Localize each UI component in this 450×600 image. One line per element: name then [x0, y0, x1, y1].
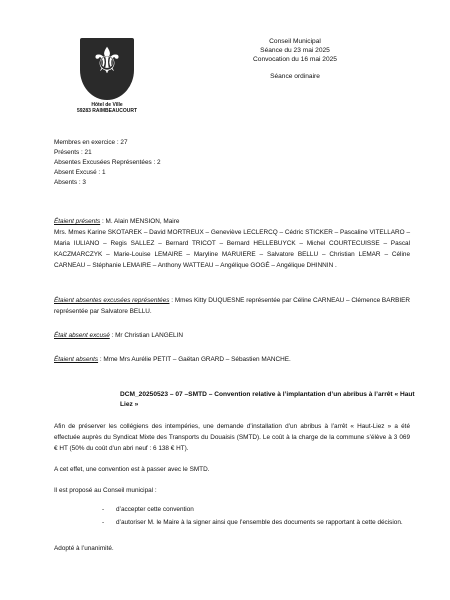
present-mayor: : M. Alain MENSION, Maire — [100, 218, 180, 225]
excused-represented-section — [54, 296, 410, 318]
coat-of-arms-icon: ⚜ — [80, 38, 134, 100]
present-count: Présents : 21 — [54, 148, 92, 156]
excused-represented-text: : Mmes Kitty DUQUESNE représentée par Céline CARNEAU – Clémence BARBIER représentée par Salvatore BELLU. — [54, 297, 410, 315]
town-logo — [70, 38, 144, 115]
present-section — [54, 217, 410, 271]
session-type: Séance ordinaire — [270, 72, 320, 80]
absent-represented-count: Absentes Excusées Représentées : 2 — [54, 158, 161, 166]
logo-caption-hotel: Hôtel de Ville — [91, 102, 123, 108]
absent-excused-label: Était absent excusé — [54, 332, 110, 339]
council-title: Conseil Municipal — [269, 38, 321, 45]
present-list: Mrs. Mmes Karine SKOTAREK – David MORTREUX – Geneviève LECLERCQ – Cédric STICKER – Pascaline VITELLARO – Maria IULIANO – Regis SALLEZ – Bernard TRICOT – Bernard HELLEBUYCK – Michel COURTECUISSE – Pascal KACZMARCZYK – Marie-Louise LEMAIRE – Maryline MARUIERE – Salvatore BELLU – Christian LEMAR – Céline CARNEAU – Stéphanie LEMAIRE – Anthony WATTEAU – Angélique GOGÉ – Angélique DHINNIN . — [54, 228, 410, 269]
bullet-text: d’autoriser M. le Maire à la signer ainsi que l’ensemble des documents se rapportant à cette décision. — [116, 518, 403, 526]
present-label: Étaient présents — [54, 218, 101, 225]
attendance-counts — [54, 138, 410, 188]
absents-label: Étaient absents — [54, 356, 99, 363]
proposal-list — [102, 505, 412, 530]
absents-count: Absents : 3 — [54, 178, 86, 186]
bullet-text: d’accepter cette convention — [116, 506, 194, 513]
absent-excused-section — [54, 332, 410, 340]
bullet-marker: - — [102, 506, 105, 513]
absent-excused-text: : Mr Christian LANGELIN — [109, 332, 183, 339]
members-count: Membres en exercice : 27 — [54, 139, 128, 146]
document-header — [230, 38, 360, 82]
list-item — [102, 505, 412, 515]
logo-caption-city: 59283 RAIMBEAUCOURT — [76, 108, 137, 114]
convocation-date: Convocation du 16 mai 2025 — [253, 55, 337, 63]
absent-excused-count: Absent Excusé : 1 — [54, 168, 106, 176]
adoption-result: Adopté à l’unanimité. — [54, 545, 114, 552]
list-item — [102, 518, 412, 528]
deliberation-convention-note: A cet effet, une convention est à passer avec le SMTD. — [54, 466, 210, 473]
deliberation-body: Afin de préserver les collégiens des intempéries, une demande d’installation d’un abribus à l’arrêt « Haut-Liez » a été effectuée auprès du Syndicat Mixte des Transports du Douaisis (SMTD). Le coût à la charge de la commune s’élève à 3 069 € HT (50% du coût d’un abri neuf : 6 138 € HT). — [54, 423, 410, 452]
bullet-marker: - — [102, 518, 105, 526]
absents-section — [54, 356, 410, 364]
excused-represented-label: Étaient absentes excusées représentées — [54, 297, 170, 304]
deliberation-title: DCM_20250523 – 07 –SMTD – Convention relative à l’implantation d’un abribus à l’arrêt « Haut Liez » — [120, 391, 415, 409]
absents-text: : Mme Mrs Aurélie PETIT – Gaëtan GRARD – Sébastien MANCHE. — [98, 356, 291, 363]
deliberation-proposal: Il est proposé au Conseil municipal : — [54, 487, 157, 494]
session-date: Séance du 23 mai 2025 — [260, 46, 330, 54]
